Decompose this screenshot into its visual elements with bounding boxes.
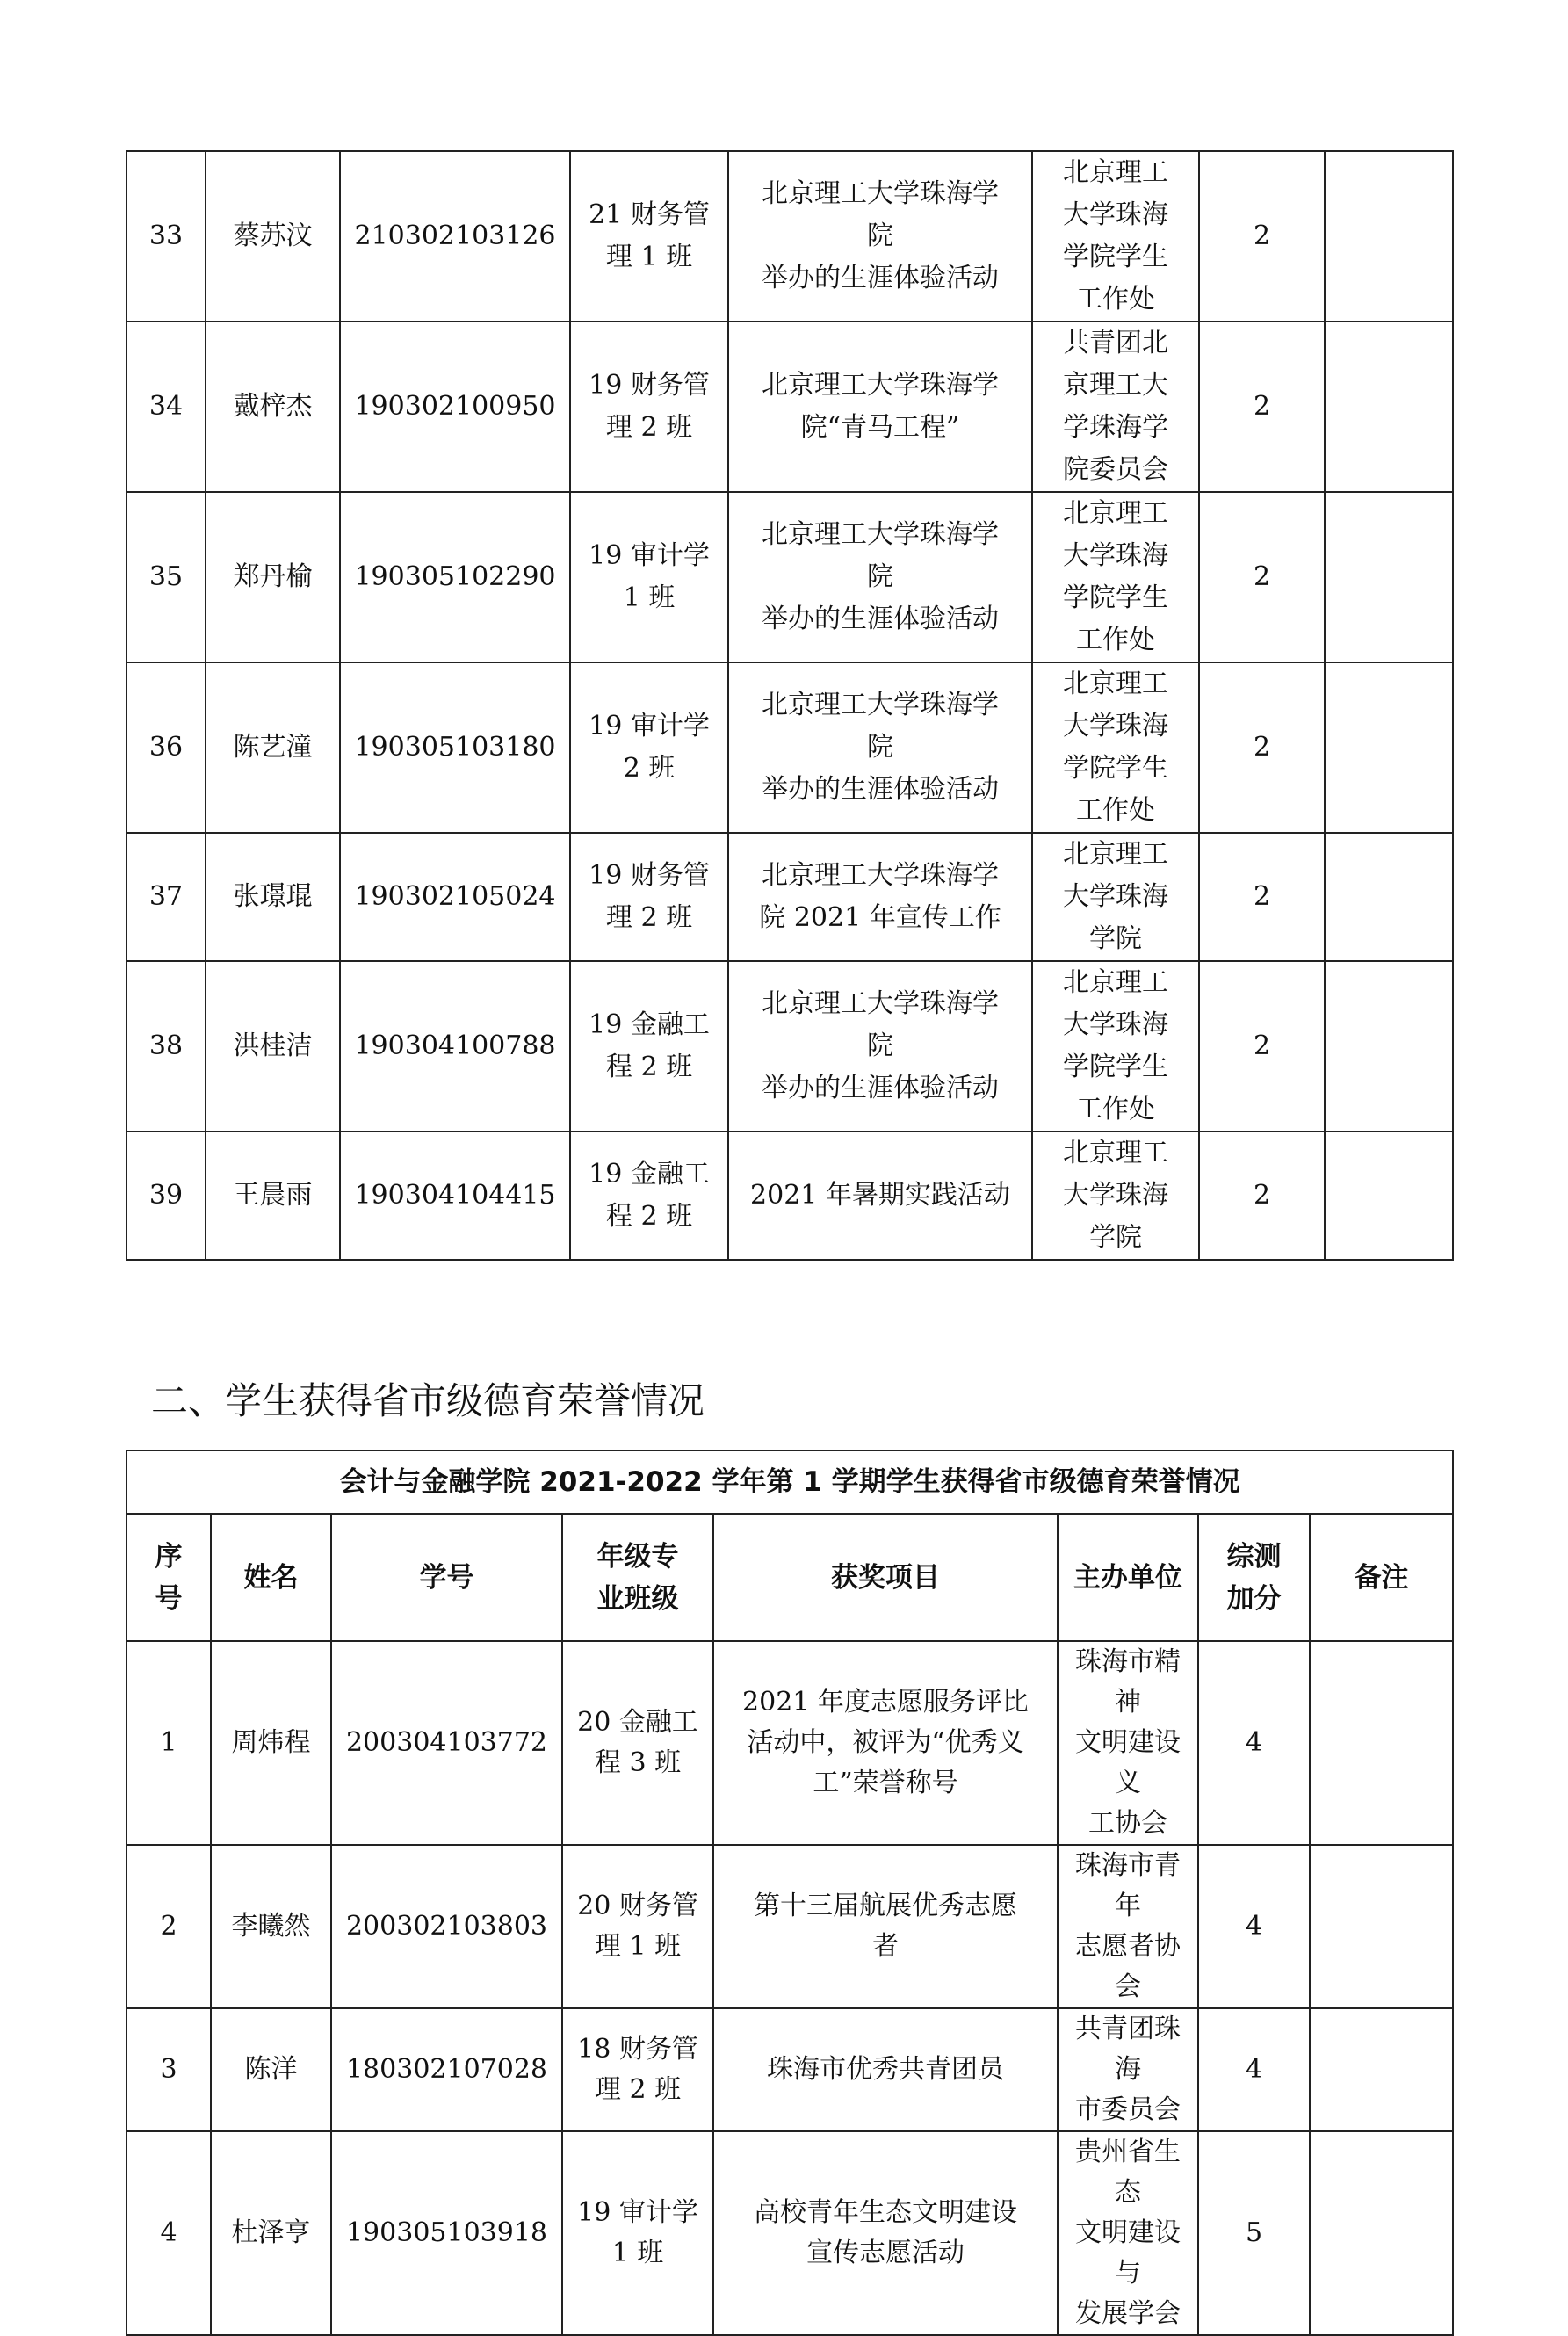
student-id-cell: 190304104415 <box>340 1132 570 1260</box>
organizer-cell: 共青团北 京理工大 学珠海学 院委员会 <box>1032 322 1199 492</box>
organizer-cell: 贵州省生态 文明建设与 发展学会 <box>1058 2131 1198 2335</box>
note-cell <box>1325 322 1453 492</box>
section-heading: 二、学生获得省市级德育荣誉情况 <box>151 1379 705 1422</box>
header-seq: 序 号 <box>126 1514 211 1641</box>
points-cell: 4 <box>1198 1845 1310 2008</box>
class-cell: 19 金融工 程 2 班 <box>570 961 728 1132</box>
class-cell: 18 财务管 理 2 班 <box>562 2008 713 2131</box>
class-cell: 19 审计学 2 班 <box>570 662 728 833</box>
student-id-cell: 210302103126 <box>340 151 570 322</box>
seq-cell: 33 <box>126 151 206 322</box>
seq-cell: 3 <box>126 2008 211 2131</box>
note-cell <box>1310 2008 1453 2131</box>
table-title: 会计与金融学院 2021-2022 学年第 1 学期学生获得省市级德育荣誉情况 <box>126 1450 1453 1514</box>
name-cell: 杜泽亨 <box>211 2131 331 2335</box>
organizer-cell: 珠海市精神 文明建设义 工协会 <box>1058 1641 1198 1845</box>
header-points: 综测 加分 <box>1198 1514 1310 1641</box>
table-header-row <box>126 1514 1453 1641</box>
name-cell: 王晨雨 <box>206 1132 340 1260</box>
points-cell: 2 <box>1199 322 1325 492</box>
project-cell: 北京理工大学珠海学 院 2021 年宣传工作 <box>728 833 1032 961</box>
class-cell: 20 金融工 程 3 班 <box>562 1641 713 1845</box>
name-cell: 戴梓杰 <box>206 322 340 492</box>
points-cell: 5 <box>1198 2131 1310 2335</box>
table-row <box>126 2131 1453 2335</box>
table-row <box>126 1132 1453 1260</box>
table-row <box>126 151 1453 322</box>
name-cell: 周炜程 <box>211 1641 331 1845</box>
student-id-cell: 190305102290 <box>340 492 570 662</box>
organizer-cell: 北京理工 大学珠海 学院学生 工作处 <box>1032 961 1199 1132</box>
project-cell: 北京理工大学珠海学 院 举办的生涯体验活动 <box>728 151 1032 322</box>
points-cell: 4 <box>1198 2008 1310 2131</box>
organizer-cell: 珠海市青年 志愿者协会 <box>1058 1845 1198 2008</box>
note-cell <box>1310 2131 1453 2335</box>
class-cell: 20 财务管 理 1 班 <box>562 1845 713 2008</box>
seq-cell: 36 <box>126 662 206 833</box>
header-class: 年级专 业班级 <box>562 1514 713 1641</box>
project-cell: 第十三届航展优秀志愿 者 <box>713 1845 1058 2008</box>
student-id-cell: 180302107028 <box>331 2008 562 2131</box>
student-id-cell: 200302103803 <box>331 1845 562 2008</box>
class-cell: 19 财务管 理 2 班 <box>570 833 728 961</box>
name-cell: 蔡苏汶 <box>206 151 340 322</box>
points-cell: 2 <box>1199 833 1325 961</box>
header-organizer: 主办单位 <box>1058 1514 1198 1641</box>
organizer-cell: 北京理工 大学珠海 学院 <box>1032 1132 1199 1260</box>
project-cell: 2021 年暑期实践活动 <box>728 1132 1032 1260</box>
table-row <box>126 492 1453 662</box>
provincial-honors-table <box>126 1450 1454 2336</box>
student-id-cell: 190302105024 <box>340 833 570 961</box>
points-cell: 2 <box>1199 1132 1325 1260</box>
project-cell: 北京理工大学珠海学 院 举办的生涯体验活动 <box>728 492 1032 662</box>
student-id-cell: 200304103772 <box>331 1641 562 1845</box>
student-id-cell: 190305103918 <box>331 2131 562 2335</box>
organizer-cell: 北京理工 大学珠海 学院学生 工作处 <box>1032 492 1199 662</box>
note-cell <box>1325 961 1453 1132</box>
points-cell: 4 <box>1198 1641 1310 1845</box>
note-cell <box>1325 662 1453 833</box>
table-row <box>126 2008 1453 2131</box>
note-cell <box>1325 1132 1453 1260</box>
seq-cell: 35 <box>126 492 206 662</box>
points-cell: 2 <box>1199 961 1325 1132</box>
table-title-row <box>126 1450 1453 1514</box>
seq-cell: 2 <box>126 1845 211 2008</box>
student-id-cell: 190304100788 <box>340 961 570 1132</box>
seq-cell: 1 <box>126 1641 211 1845</box>
project-cell: 北京理工大学珠海学 院“青马工程” <box>728 322 1032 492</box>
class-cell: 19 财务管 理 2 班 <box>570 322 728 492</box>
points-cell: 2 <box>1199 662 1325 833</box>
student-id-cell: 190302100950 <box>340 322 570 492</box>
project-cell: 珠海市优秀共青团员 <box>713 2008 1058 2131</box>
volunteer-activity-table-continued <box>126 150 1454 1261</box>
class-cell: 19 审计学 1 班 <box>570 492 728 662</box>
table-row <box>126 1641 1453 1845</box>
header-project: 获奖项目 <box>713 1514 1058 1641</box>
project-cell: 北京理工大学珠海学 院 举办的生涯体验活动 <box>728 662 1032 833</box>
table-row <box>126 833 1453 961</box>
organizer-cell: 北京理工 大学珠海 学院学生 工作处 <box>1032 662 1199 833</box>
seq-cell: 34 <box>126 322 206 492</box>
table-row <box>126 961 1453 1132</box>
note-cell <box>1310 1845 1453 2008</box>
note-cell <box>1325 151 1453 322</box>
name-cell: 陈洋 <box>211 2008 331 2131</box>
name-cell: 郑丹榆 <box>206 492 340 662</box>
organizer-cell: 北京理工 大学珠海 学院 <box>1032 833 1199 961</box>
note-cell <box>1325 833 1453 961</box>
name-cell: 洪桂洁 <box>206 961 340 1132</box>
seq-cell: 4 <box>126 2131 211 2335</box>
seq-cell: 39 <box>126 1132 206 1260</box>
project-cell: 高校青年生态文明建设 宣传志愿活动 <box>713 2131 1058 2335</box>
class-cell: 19 金融工 程 2 班 <box>570 1132 728 1260</box>
table-row <box>126 1845 1453 2008</box>
note-cell <box>1310 1641 1453 1845</box>
header-note: 备注 <box>1310 1514 1453 1641</box>
name-cell: 李曦然 <box>211 1845 331 2008</box>
class-cell: 19 审计学 1 班 <box>562 2131 713 2335</box>
points-cell: 2 <box>1199 151 1325 322</box>
organizer-cell: 共青团珠海 市委员会 <box>1058 2008 1198 2131</box>
note-cell <box>1325 492 1453 662</box>
student-id-cell: 190305103180 <box>340 662 570 833</box>
table-row <box>126 662 1453 833</box>
header-name: 姓名 <box>211 1514 331 1641</box>
class-cell: 21 财务管 理 1 班 <box>570 151 728 322</box>
table-row <box>126 322 1453 492</box>
project-cell: 北京理工大学珠海学 院 举办的生涯体验活动 <box>728 961 1032 1132</box>
seq-cell: 37 <box>126 833 206 961</box>
header-student-id: 学号 <box>331 1514 562 1641</box>
seq-cell: 38 <box>126 961 206 1132</box>
organizer-cell: 北京理工 大学珠海 学院学生 工作处 <box>1032 151 1199 322</box>
project-cell: 2021 年度志愿服务评比 活动中，被评为“优秀义 工”荣誉称号 <box>713 1641 1058 1845</box>
points-cell: 2 <box>1199 492 1325 662</box>
name-cell: 陈艺潼 <box>206 662 340 833</box>
name-cell: 张璟琨 <box>206 833 340 961</box>
